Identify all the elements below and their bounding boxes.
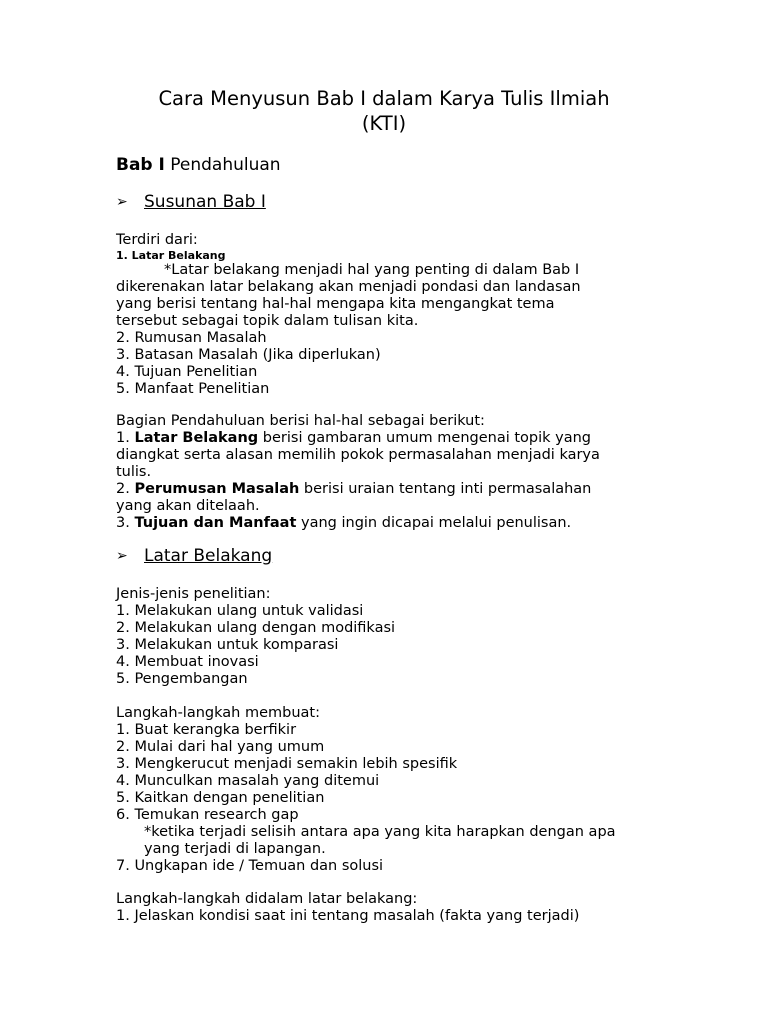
item-text: berisi gambaran umum mengenai topik yang [258, 430, 592, 446]
note-line: dikerenakan latar belakang akan menjadi pondasi dan landasan [116, 279, 581, 295]
title-line-2: (KTI) [361, 112, 407, 135]
list-item: 4. Membuat inovasi [116, 654, 259, 670]
item-text: yang ingin dicapai melalui penulisan. [296, 515, 572, 531]
item-continuation: tulis. [116, 464, 152, 480]
list-item [116, 430, 600, 447]
item-number: 3. [116, 515, 130, 531]
chapter-title: Pendahuluan [170, 155, 281, 175]
list-item: 2. Rumusan Masalah [116, 330, 267, 346]
list-item: 2. Mulai dari hal yang umum [116, 739, 325, 755]
list-item: 4. Tujuan Penelitian [116, 364, 258, 380]
arrow-bullet-icon: ➢ [116, 548, 128, 564]
note-line: tersebut sebagai topik dalam tulisan kita. [116, 313, 419, 329]
paragraph: Terdiri dari: [116, 232, 198, 248]
list-item: 7. Ungkapan ide / Temuan dan solusi [116, 858, 384, 874]
list-item: 1. Buat kerangka berfikir [116, 722, 297, 738]
list-item: 6. Temukan research gap [116, 807, 299, 823]
title-line-1: Cara Menyusun Bab I dalam Karya Tulis Ilmiah [158, 87, 610, 110]
paragraph: Bagian Pendahuluan berisi hal-hal sebagai berikut: [116, 413, 485, 429]
list-item: 1. Melakukan ulang untuk validasi [116, 603, 364, 619]
section-latar-steps-body [116, 891, 579, 925]
list-item: 5. Manfaat Penelitian [116, 381, 270, 397]
section-heading-susunan [116, 192, 266, 212]
item-number: 1. [116, 430, 130, 446]
list-item: 2. Melakukan ulang dengan modifikasi [116, 620, 396, 636]
paragraph: Jenis-jenis penelitian: [116, 586, 271, 602]
section-langkah-body [116, 705, 616, 875]
list-item: 4. Munculkan masalah yang ditemui [116, 773, 380, 789]
section-heading-latar [116, 546, 272, 566]
section-susunan-body [116, 232, 581, 398]
list-item [116, 515, 600, 532]
note-line: yang berisi tentang hal-hal mengapa kita mengangkat tema [116, 296, 555, 312]
arrow-bullet-icon: ➢ [116, 194, 128, 210]
item-term: Tujuan dan Manfaat [134, 515, 297, 531]
item-continuation: yang akan ditelaah. [116, 498, 260, 514]
list-item-heading: 1. Latar Belakang [116, 249, 226, 262]
list-item: 5. Pengembangan [116, 671, 248, 687]
section-title: Latar Belakang [144, 546, 273, 566]
paragraph: Langkah-langkah membuat: [116, 705, 320, 721]
item-term: Perumusan Masalah [134, 481, 300, 497]
list-item: 1. Jelaskan kondisi saat ini tentang masalah (fakta yang terjadi) [116, 908, 580, 924]
document-title [100, 86, 668, 136]
item-text: berisi uraian tentang inti permasalahan [299, 481, 592, 497]
list-item: 3. Melakukan untuk komparasi [116, 637, 339, 653]
item-continuation: diangkat serta alasan memilih pokok permasalahan menjadi karya [116, 447, 600, 463]
list-item: 3. Mengkerucut menjadi semakin lebih spesifik [116, 756, 458, 772]
note-line: *ketika terjadi selisih antara apa yang kita harapkan dengan apa [144, 824, 616, 840]
item-term: Latar Belakang [134, 430, 259, 446]
chapter-heading [116, 155, 281, 175]
note-line: *Latar belakang menjadi hal yang penting di dalam Bab I [164, 262, 580, 278]
paragraph: Langkah-langkah didalam latar belakang: [116, 891, 418, 907]
section-title: Susunan Bab I [144, 192, 266, 212]
list-item: 5. Kaitkan dengan penelitian [116, 790, 325, 806]
note-line: yang terjadi di lapangan. [144, 841, 326, 857]
chapter-label: Bab I [116, 155, 165, 175]
list-item [116, 481, 600, 498]
section-bagian-body [116, 413, 600, 532]
item-number: 2. [116, 481, 130, 497]
section-jenis-body [116, 586, 395, 688]
list-item: 3. Batasan Masalah (Jika diperlukan) [116, 347, 381, 363]
